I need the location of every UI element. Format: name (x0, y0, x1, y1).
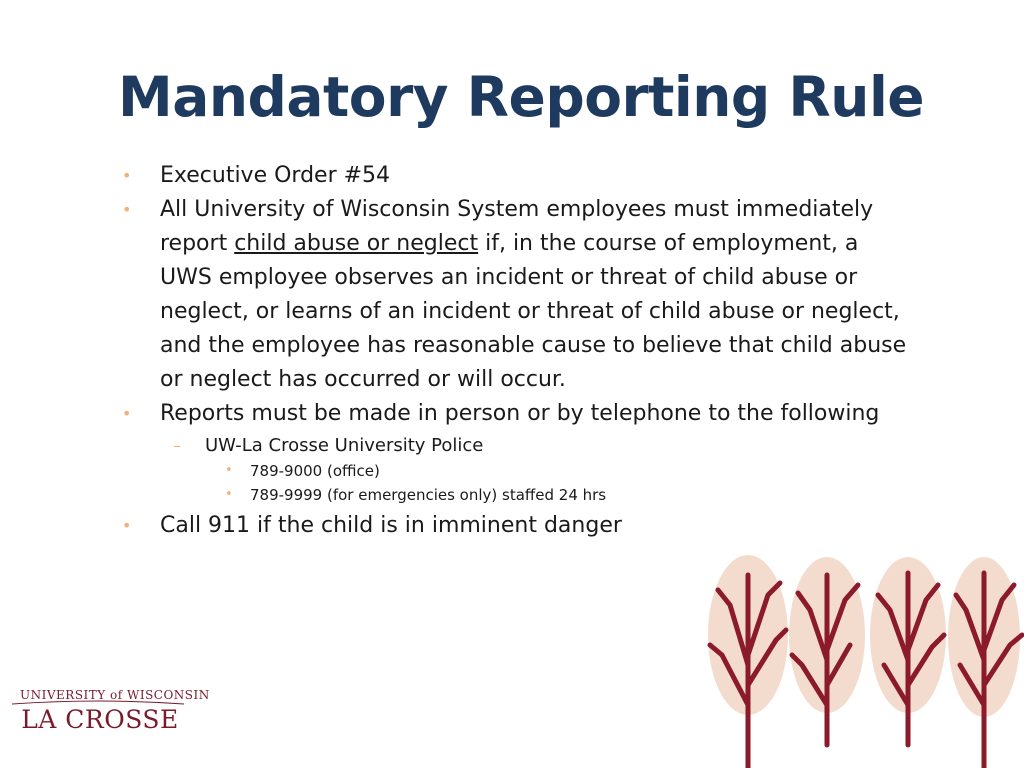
logo-line2: LA CROSSE (21, 705, 179, 734)
phone-text: 789-9000 (office) (250, 462, 380, 480)
bullet-text-post: if, in the course of employment, a UWS employee observes an incident or threat of child abuse or neglect, or learns of an incident or threat of child abuse or neglect, and the employee has reasonable cause to believe that child abuse or neglect has occurred or will occur. (160, 231, 907, 392)
sub-bullet-text: UW-La Crosse University Police (205, 435, 484, 456)
uw-la-crosse-logo (10, 688, 210, 740)
dash-marker: – (173, 436, 181, 455)
bullet-text-pre: All University of Wisconsin System employees must immediately report (160, 197, 874, 256)
tree-icon (789, 557, 865, 745)
bullet-marker: • (225, 487, 233, 502)
child-abuse-link[interactable]: child abuse or neglect (234, 231, 479, 256)
logo-line1: UNIVERSITY of WISCONSIN (20, 688, 210, 702)
phone-emergency (118, 483, 908, 507)
bullet-text: Call 911 if the child is in imminent danger (160, 513, 622, 538)
bullet-text: Executive Order #54 (160, 163, 391, 188)
bullet-reporting-requirement (118, 193, 908, 397)
bullet-text: Reports must be made in person or by telephone to the following (160, 401, 880, 426)
tree-icon (948, 557, 1022, 768)
sub-bullet-police (118, 432, 908, 459)
bullet-call-911 (118, 509, 908, 543)
phone-office (118, 459, 908, 483)
tree-icon (870, 557, 946, 745)
bullet-report-method (118, 397, 908, 431)
bullet-marker: • (122, 200, 132, 219)
phone-text: 789-9999 (for emergencies only) staffed 24 hrs (250, 486, 607, 504)
slide-title: Mandatory Reporting Rule (118, 65, 925, 129)
bullet-executive-order (118, 159, 908, 193)
bullet-marker: • (122, 166, 132, 185)
tree-icon (708, 555, 788, 768)
trees-illustration-icon (700, 555, 1024, 768)
bullet-marker: • (122, 404, 132, 423)
bullet-marker: • (225, 463, 233, 478)
bullet-marker: • (122, 516, 132, 535)
slide-content (118, 159, 908, 543)
